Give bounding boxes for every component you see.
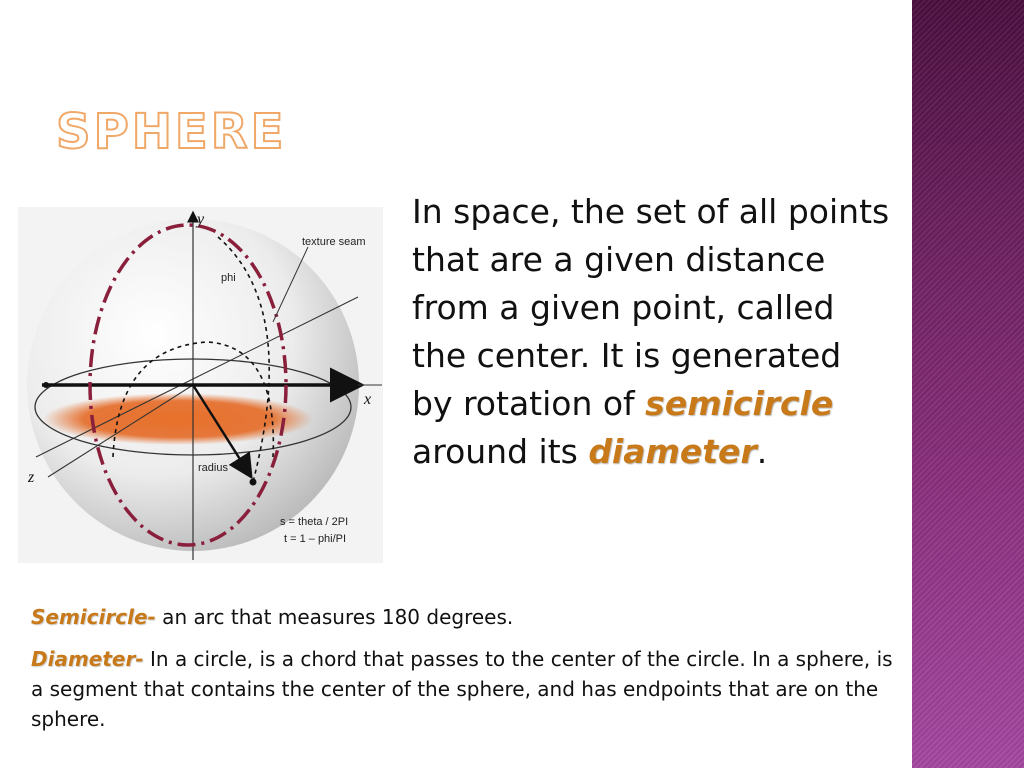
diameter-definition: [31, 644, 901, 734]
x-label: x: [364, 391, 372, 408]
sphere-diagram-svg: [18, 207, 383, 563]
sphere-diagram: [18, 207, 383, 563]
definitions-section: [31, 602, 901, 746]
diameter-highlight: diameter: [588, 432, 757, 471]
s-formula-label: s = theta / 2PI: [280, 516, 349, 528]
diameter-endpoint: [43, 382, 49, 388]
semicircle-definition-text: an arc that measures 180 degrees.: [155, 605, 514, 629]
rotation-disc: [43, 393, 313, 445]
slide-title: SPHERE: [56, 104, 287, 160]
diameter-definition-text: In a circle, is a chord that passes to the center of the circle. In a sphere, is a segment that contains the center of the sphere, and has endpoints that are on the sphere.: [31, 647, 893, 731]
z-label: z: [28, 469, 35, 486]
t-formula-label: t = 1 – phi/PI: [284, 533, 347, 545]
semicircle-highlight: semicircle: [645, 384, 834, 423]
radius-label: radius: [198, 462, 228, 474]
diameter-term: Diameter-: [31, 647, 144, 671]
main-text-part1: In space, the set of all points that are a given distance from a given point, called the center. It is generated by rotation of: [412, 192, 890, 423]
main-text-part3: .: [756, 432, 768, 471]
semicircle-definition: [31, 602, 901, 632]
y-label: y: [197, 211, 205, 228]
texture-seam-label: texture seam: [302, 236, 366, 248]
phi-label: phi: [221, 272, 236, 284]
main-definition: [412, 188, 892, 476]
side-decorative-band: [912, 0, 1024, 768]
main-text-part2: around its: [412, 432, 589, 471]
semicircle-term: Semicircle-: [31, 605, 156, 629]
